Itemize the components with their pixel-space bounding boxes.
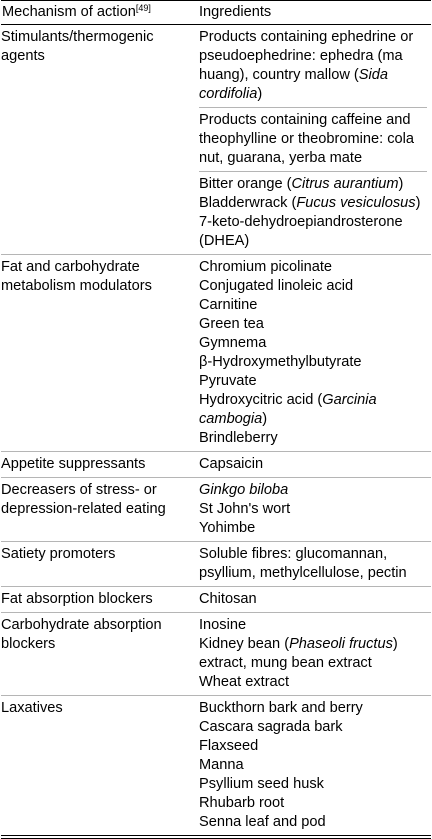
mechanism-cell <box>1 25 197 254</box>
ingredient-line: Conjugated linoleic acid <box>199 278 354 294</box>
ingredient-group <box>199 587 427 612</box>
ingredients-table <box>1 0 431 839</box>
mechanism-line: metabolism modulators <box>1 278 152 294</box>
mechanism-cell <box>1 696 197 835</box>
ingredient-line: cordifolia) <box>199 86 263 102</box>
ingredient-line: Carnitine <box>199 297 258 313</box>
ingredient-line: Rhubarb root <box>199 795 285 811</box>
mechanism-line: depression-related eating <box>1 501 166 517</box>
mechanism-line: Fat and carbohydrate <box>1 259 140 275</box>
ingredient-line: Bitter orange (Citrus aurantium) <box>199 176 404 192</box>
ingredients-cell <box>197 696 431 835</box>
ingredient-line: Products containing caffeine and <box>199 112 411 128</box>
ingredient-line: Buckthorn bark and berry <box>199 700 363 716</box>
ingredients-cell <box>197 478 431 541</box>
ingredients-cell <box>197 255 431 451</box>
ingredient-line: huang), country mallow (Sida <box>199 67 389 83</box>
mechanism-line: Carbohydrate absorption <box>1 617 162 633</box>
ingredient-line: Senna leaf and pod <box>199 814 326 830</box>
ingredient-line: pseudoephedrine: ephedra (ma <box>199 48 403 64</box>
table-row <box>1 542 431 586</box>
ingredient-group <box>199 255 427 451</box>
ingredient-line: Brindleberry <box>199 430 278 446</box>
ingredient-line: Ginkgo biloba <box>199 482 289 498</box>
ingredient-group <box>199 452 427 477</box>
mechanism-line: Stimulants/thermogenic <box>1 29 154 45</box>
ingredients-cell <box>197 542 431 586</box>
ingredient-line: Cascara sagrada bark <box>199 719 343 735</box>
ingredient-line: Green tea <box>199 316 264 332</box>
table-row <box>1 25 431 254</box>
table-row <box>1 587 431 612</box>
table-row <box>1 478 431 541</box>
mechanism-line: Fat absorption blockers <box>1 591 153 607</box>
mechanism-line: Satiety promoters <box>1 546 116 562</box>
ingredient-line: 7-keto-dehydroepiandrosterone <box>199 214 403 230</box>
mechanism-line: blockers <box>1 636 56 652</box>
mechanism-cell <box>1 255 197 451</box>
mechanism-cell <box>1 587 197 612</box>
ingredient-group <box>199 108 427 171</box>
ingredient-line: Gymnema <box>199 335 267 351</box>
header-ingredients: Ingredients <box>199 4 272 20</box>
header-reference: [49] <box>135 3 151 13</box>
ingredient-line: Inosine <box>199 617 247 633</box>
ingredient-line: (DHEA) <box>199 233 250 249</box>
mechanism-cell <box>1 478 197 541</box>
ingredient-line: Hydroxycitric acid (Garcinia <box>199 392 377 408</box>
ingredient-group <box>199 478 427 541</box>
mechanism-cell <box>1 613 197 695</box>
table-row <box>1 613 431 695</box>
ingredient-line: Bladderwrack (Fucus vesiculosus) <box>199 195 421 211</box>
ingredient-line: Capsaicin <box>199 456 264 472</box>
ingredients-cell <box>197 25 431 254</box>
ingredient-line: cambogia) <box>199 411 268 427</box>
ingredient-line: Pyruvate <box>199 373 257 389</box>
ingredient-line: extract, mung bean extract <box>199 655 372 671</box>
ingredient-line: Chromium picolinate <box>199 259 333 275</box>
ingredients-cell <box>197 452 431 477</box>
ingredient-line: nut, guarana, yerba mate <box>199 150 363 166</box>
ingredient-line: Chitosan <box>199 591 257 607</box>
ingredient-line: Kidney bean (Phaseoli fructus) <box>199 636 398 652</box>
mechanism-line: agents <box>1 48 45 64</box>
table-row <box>1 696 431 835</box>
ingredient-group <box>199 696 427 835</box>
ingredient-line: Wheat extract <box>199 674 290 690</box>
table-row <box>1 452 431 477</box>
header-mechanism-label: Mechanism of action <box>2 4 136 20</box>
ingredients-cell <box>197 613 431 695</box>
ingredient-line: Products containing ephedrine or <box>199 29 414 45</box>
table-row <box>1 255 431 451</box>
ingredient-line: Flaxseed <box>199 738 259 754</box>
table-body <box>1 25 431 835</box>
ingredient-group <box>199 25 427 107</box>
mechanism-line: Appetite suppressants <box>1 456 146 472</box>
mechanism-line: Decreasers of stress- or <box>1 482 157 498</box>
ingredient-line: Manna <box>199 757 244 773</box>
ingredient-line: theophylline or theobromine: cola <box>199 131 414 147</box>
ingredient-group <box>199 172 427 254</box>
mechanism-line: Laxatives <box>1 700 63 716</box>
ingredient-group <box>199 613 427 695</box>
ingredient-line: St John's wort <box>199 501 291 517</box>
ingredient-line: Soluble fibres: glucomannan, <box>199 546 388 562</box>
ingredient-group <box>199 542 427 586</box>
ingredient-line: Yohimbe <box>199 520 256 536</box>
ingredient-line: β-Hydroxymethylbutyrate <box>199 354 362 370</box>
mechanism-cell <box>1 452 197 477</box>
ingredient-line: Psyllium seed husk <box>199 776 324 792</box>
ingredients-cell <box>197 587 431 612</box>
header-mechanism <box>1 3 197 22</box>
table-bottom-rule <box>1 835 431 836</box>
table-header-row <box>1 1 431 24</box>
ingredient-line: psyllium, methylcellulose, pectin <box>199 565 407 581</box>
mechanism-cell <box>1 542 197 586</box>
